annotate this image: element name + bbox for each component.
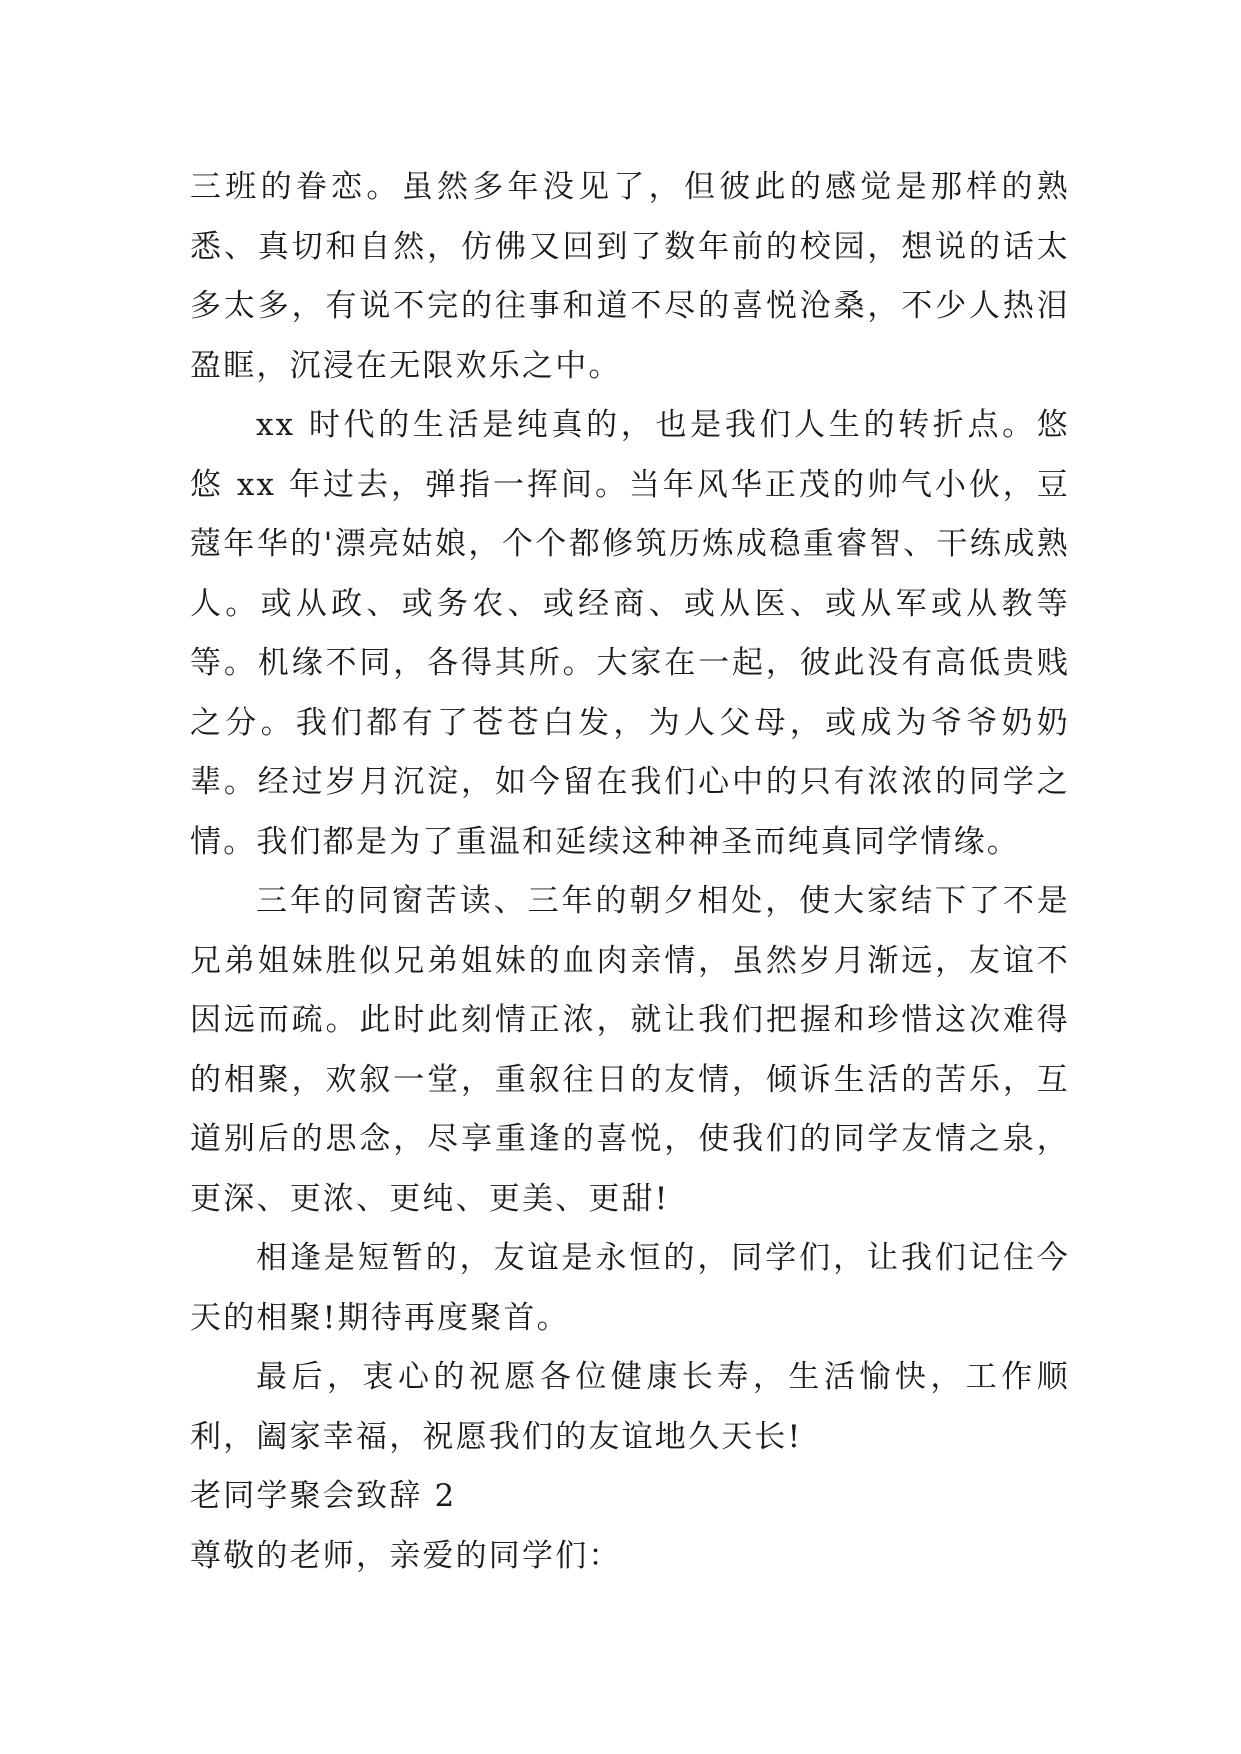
paragraph-school-life: xx 时代的生活是纯真的，也是我们人生的转折点。悠悠 xx 年过去，弹指一挥间。当年风华正茂的帅气小伙，豆蔻年华的'漂亮姑娘，个个都修筑历炼成稳重睿智、干练成熟人。或从政、或务农、或经商、或从医、或从军或从教等等。机缘不同，各得其所。大家在一起，彼此没有高低贵贱之分。我们都有了苍苍白发，为人父母，或成为爷爷奶奶辈。经过岁月沉淀，如今留在我们心中的只有浓浓的同学之情。我们都是为了重温和延续这种神圣而纯真同学情缘。 (190, 407, 1070, 860)
paragraph-classmates-bond: 三年的同窗苦读、三年的朝夕相处，使大家结下了不是兄弟姐妹胜似兄弟姐妹的血肉亲情，虽然岁月渐远，友谊不因远而疏。此时此刻情正浓，就让我们把握和珍惜这次难得的相聚，欢叙一堂，重叙往日的友情，倾诉生活的苦乐，互道别后的思念，尽享重逢的喜悦，使我们的同学友情之泉，更深、更浓、更纯、更美、更甜! (190, 883, 1070, 1217)
section-heading: 老同学聚会致辞 2 (190, 1478, 457, 1514)
paragraph-reunion: 相逢是短暂的，友谊是永恒的，同学们，让我们记住今天的相聚!期待再度聚首。 (190, 1240, 1070, 1336)
document-body (190, 158, 1070, 1586)
paragraph-closing-wishes: 最后，衷心的祝愿各位健康长寿，生活愉快，工作顺利，阖家幸福，祝愿我们的友谊地久天长! (190, 1359, 1070, 1455)
paragraph-continuation: 三班的眷恋。虽然多年没见了，但彼此的感觉是那样的熟悉、真切和自然，仿佛又回到了数年前的校园，想说的话太多太多，有说不完的往事和道不尽的喜悦沧桑，不少人热泪盈眶，沉浸在无限欢乐之中。 (190, 169, 1070, 384)
salutation-line: 尊敬的老师，亲爱的同学们： (190, 1537, 622, 1574)
